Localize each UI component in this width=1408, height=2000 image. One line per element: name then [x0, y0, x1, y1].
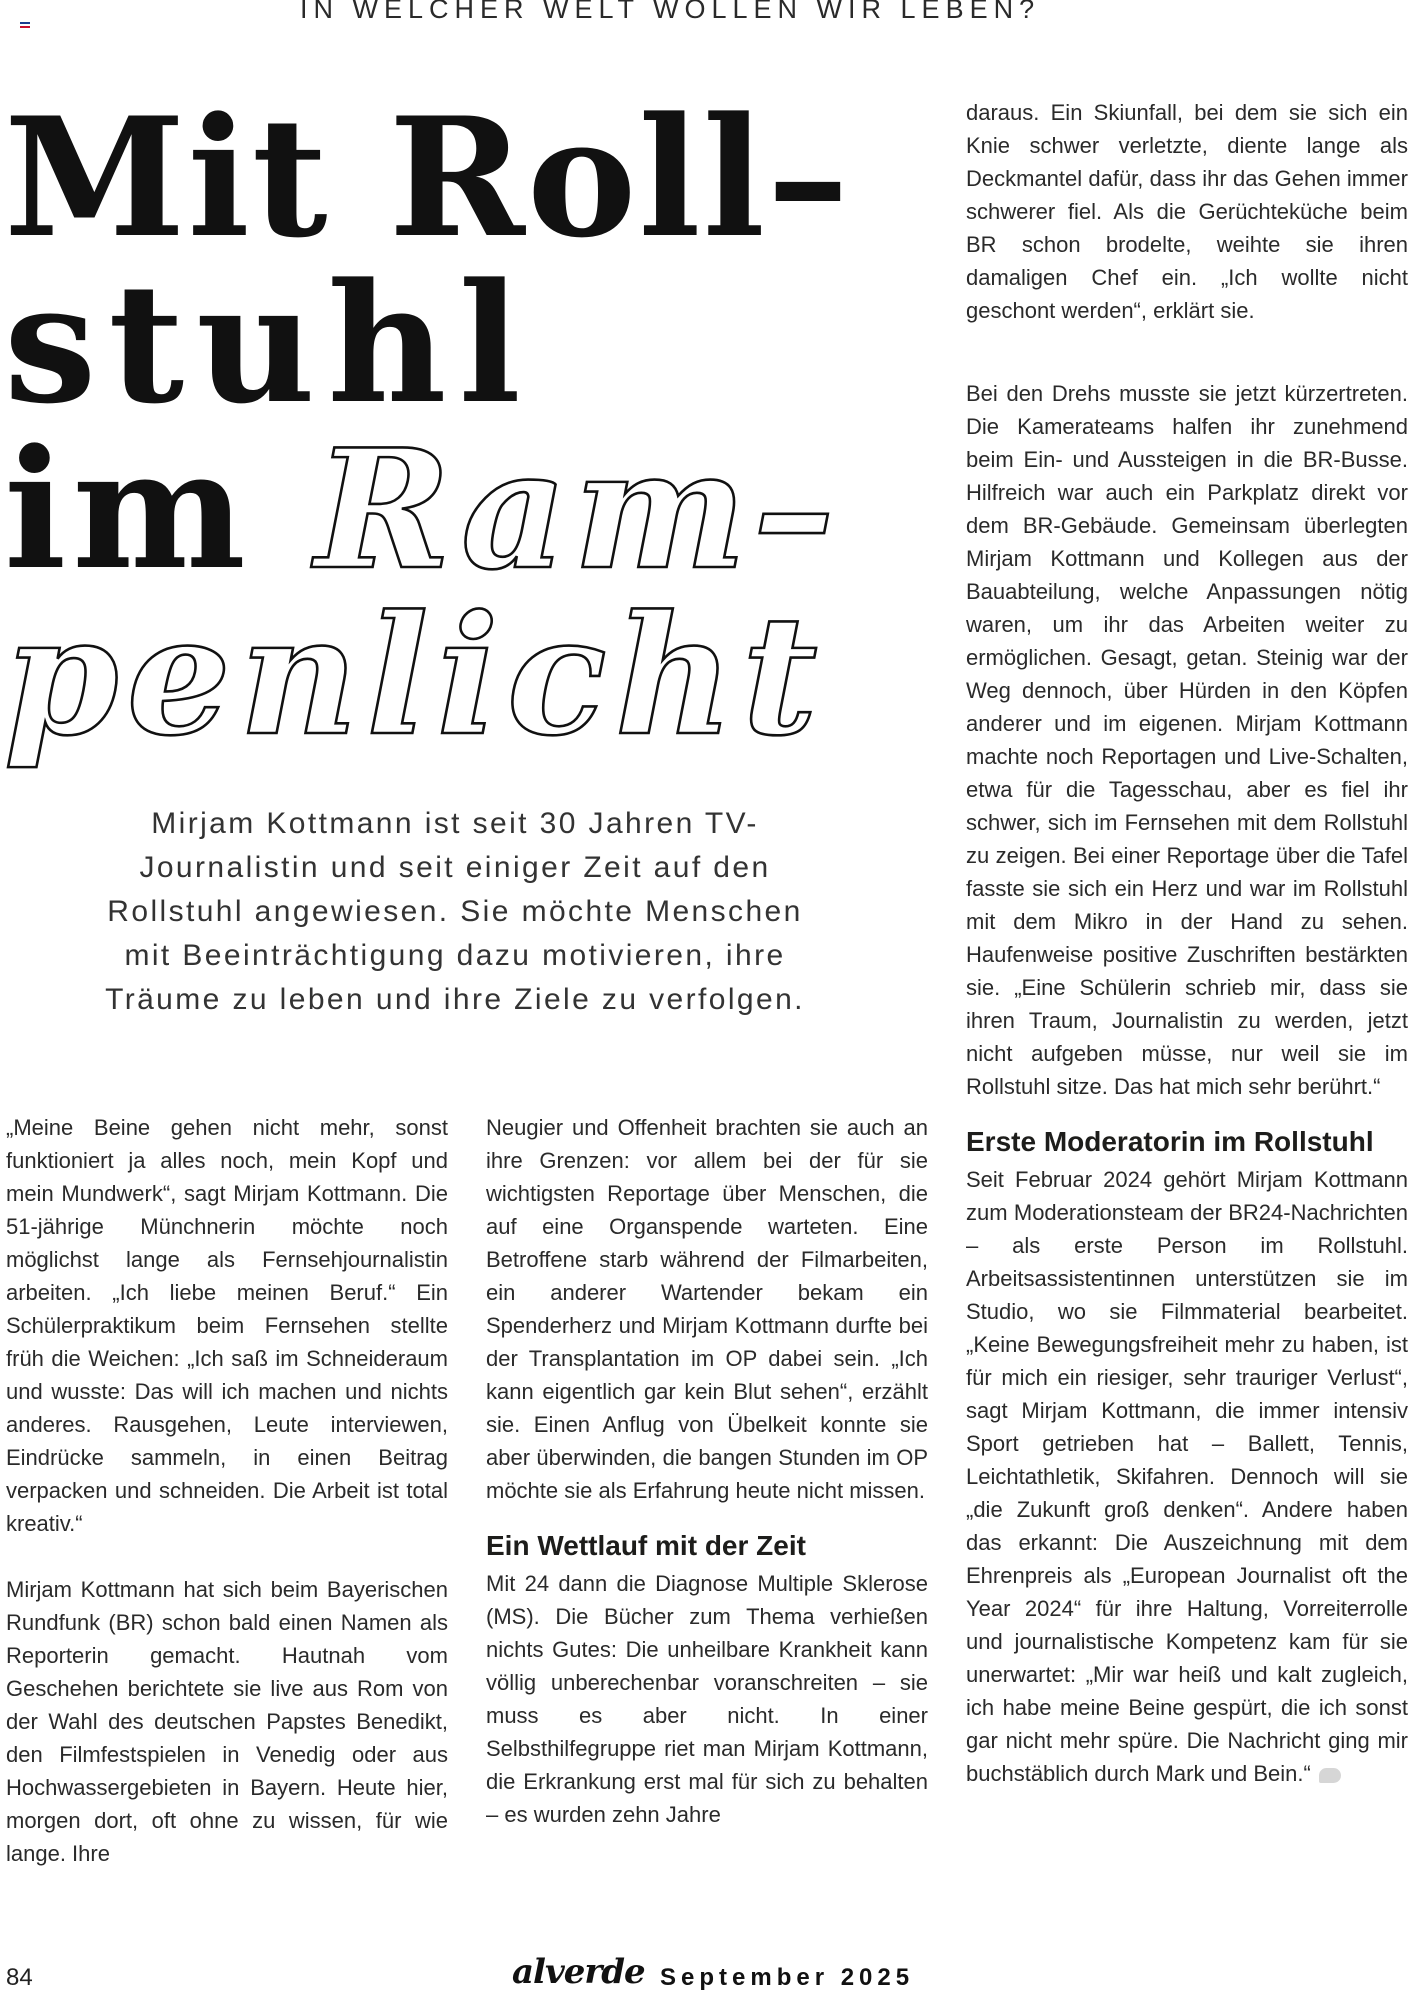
section-kicker: IN WELCHER WELT WOLLEN WIR LEBEN?	[300, 0, 1041, 24]
article-paragraph: Neugier und Offenheit brachten sie auch an ihre Grenzen: vor allem bei der für sie wichtigsten Reportage über Menschen, die auf eine Organspende warteten. Eine Betroffene starb während der Filmarbeiten, ein anderer Wartender bekam ein Spenderherz und Mirjam Kottmann durfte bei der Transplantation im OP dabei sein. „Ich kann eigentlich gar kein Blut sehen“, erzählt sie. Einen Anflug von Übelkeit konnte sie aber überwinden, die bangen Stunden im OP möchte sie als Erfahrung heute nicht missen.	[486, 1115, 928, 1503]
headline-line-3	[4, 413, 841, 606]
headline-line-1: Mit Roll–	[4, 81, 851, 274]
article-paragraph: daraus. Ein Skiunfall, bei dem sie sich ein Knie schwer verletzte, diente lange als Deckmantel dafür, dass ihr das Gehen immer schwerer fiel. Als die Gerüchteküche beim BR schon brodelte, weihte sie ihren damaligen Chef ein. „Ich wollte nicht geschont werden“, erklärt sie.	[966, 100, 1408, 323]
article-paragraph: „Meine Beine gehen nicht mehr, sonst funktioniert ja alles noch, mein Kopf und mein Mundwerk“, sagt Mirjam Kottmann. Die 51-jährige Münchnerin möchte noch möglichst lange als Fernsehjournalistin arbeiten. „Ich liebe meinen Beruf.“ Ein Schülerpraktikum beim Fernsehen stellte früh die Weichen: „Ich saß im Schneideraum und wusste: Das will ich machen und nichts anderes. Rausgehen, Leute interviewen, Eindrücke sammeln, in einen Beitrag verpacken und schneiden. Die Arbeit ist total kreativ.“	[6, 1115, 448, 1536]
lead-paragraph: Mirjam Kottmann ist seit 30 Jahren TV-Journalistin und seit einiger Zeit auf den Rollstuhl angewiesen. Sie möchte Menschen mit Beeinträchtigung dazu motivieren, ihre Träume zu leben und ihre Ziele zu verfolgen.	[105, 807, 805, 1016]
article-paragraph: Mit 24 dann die Diagnose Multiple Sklerose (MS). Die Bücher zum Thema verhießen nichts Gutes: Die unheilbare Krankheit kann völlig unberechenbar voranschreiten – sie muss es aber nicht. In einer Selbsthilfegruppe riet man Mirjam Kottmann, die Erkrankung erst mal für sich zu behalten – es wurden zehn Jahre	[486, 1571, 928, 1827]
page-number: 84	[6, 1964, 33, 1991]
article-column-1	[6, 1111, 448, 1903]
article-column-2	[486, 1111, 928, 1864]
headline-line-4: penlicht	[4, 579, 826, 772]
subheading-erste-moderatorin: Erste Moderatorin im Rollstuhl	[966, 1126, 1374, 1157]
headline-line-2: stuhl	[4, 247, 533, 440]
article-paragraph-last	[966, 1163, 1408, 1790]
headline-line-3-solid: im	[4, 413, 315, 606]
magazine-logo: alverde	[512, 1952, 645, 1992]
flag-icon	[20, 22, 30, 28]
issue-date: September 2025	[660, 1964, 915, 1991]
end-mark-icon	[1319, 1768, 1341, 1783]
article-column-3	[966, 96, 1408, 1823]
article-paragraph: Bei den Drehs musste sie jetzt kürzertreten. Die Kamerateams halfen ihr zunehmend beim Ein- und Aussteigen in die BR-Busse. Hilfreich war auch ein Parkplatz direkt vor dem BR-Gebäude. Gemeinsam überlegten Mirjam Kottmann und Kollegen aus der Bauabteilung, welche Anpassungen nötig waren, um ihr das Arbeiten weiter zu ermöglichen. Gesagt, getan. Steinig war der Weg dennoch, über Hürden in den Köpfen anderer und im eigenen. Mirjam Kottmann machte noch Reportagen und Live-Schalten, etwa für die Tagesschau, aber es fiel ihr schwer, sich im Fernsehen mit dem Rollstuhl zu zeigen. Bei einer Reportage über die Tafel fasste sie sich ein Herz und war im Rollstuhl mit dem Mikro in der Hand zu sehen. Haufenweise positive Zuschriften bestärkten sie. „Eine Schülerin schrieb mir, dass sie ihren Traum, Journalistin zu werden, jetzt nicht aufgeben müsse, nur weil sie im Rollstuhl sitze. Das hat mich sehr berührt.“	[966, 381, 1408, 1099]
subheading-wettlauf: Ein Wettlauf mit der Zeit	[486, 1530, 806, 1561]
article-paragraph: Mirjam Kottmann hat sich beim Bayerischen Rundfunk (BR) schon bald einen Namen als Reporterin gemacht. Hautnah vom Geschehen berichtete sie live aus Rom von der Wahl des deutschen Papstes Benedikt, den Filmfestspielen in Venedig oder aus Hochwassergebieten in Bayern. Heute hier, morgen dort, oft ohne zu wissen, für wie lange. Ihre	[6, 1577, 448, 1866]
article-paragraph-text: Seit Februar 2024 gehört Mirjam Kottmann zum Moderationsteam der BR24-Nachrichten – als erste Person im Rollstuhl. Arbeitsassistentinnen unterstützen sie im Studio, wo sie Filmmaterial bearbeitet. „Keine Bewegungsfreiheit mehr zu haben, ist für mich ein riesiger, sehr trauriger Verlust“, sagt Mirjam Kottmann, die immer intensiv Sport getrieben hat – Ballett, Tennis, Leichtathletik, Skifahren. Dennoch will sie „die Zukunft groß denken“. Andere haben das erkannt: Die Auszeichnung mit dem Ehrenpreis als „European Journalist oft the Year 2024“ für ihre Haltung, Vorreiterrolle und journalistische Kompetenz kam für sie unerwartet: „Mir war heiß und kalt zugleich, ich habe meine Beine gespürt, die ich sonst gar nicht mehr spüre. Die Nachricht ging mir buchstäblich durch Mark und Bein.“	[966, 1167, 1408, 1786]
headline-line-3-outline: Ram–	[314, 413, 841, 606]
